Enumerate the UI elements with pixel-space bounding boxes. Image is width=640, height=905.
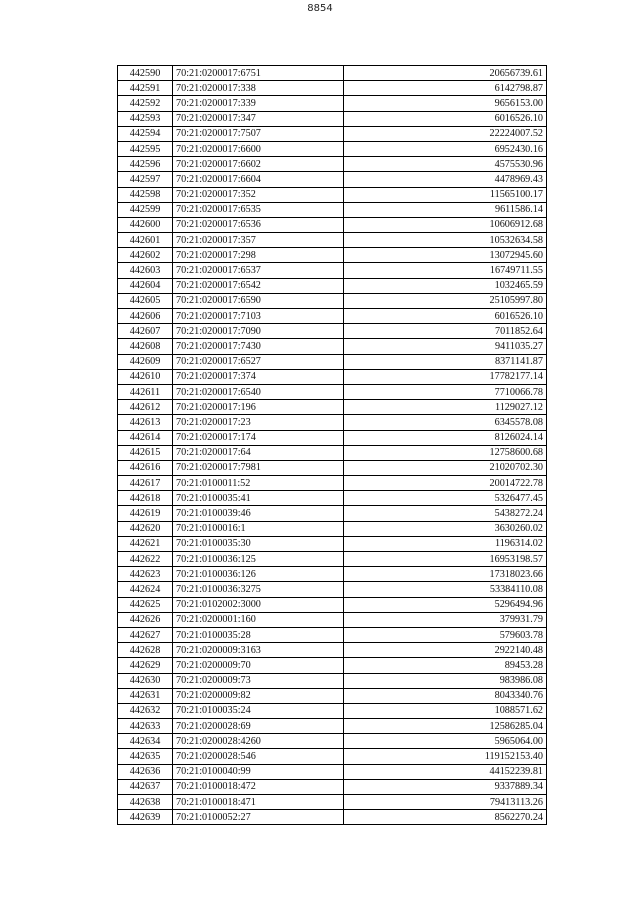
row-id-cell: 442615 (118, 445, 173, 460)
cadastral-number-cell: 70:21:0100035:28 (173, 627, 344, 642)
value-cell: 6345578.08 (344, 415, 547, 430)
table-row (118, 400, 547, 415)
value-cell: 4478969.43 (344, 172, 547, 187)
value-cell: 10606912.68 (344, 217, 547, 232)
table-row (118, 66, 547, 81)
cadastral-number-cell: 70:21:0100018:471 (173, 795, 344, 810)
table-row (118, 157, 547, 172)
table-row (118, 491, 547, 506)
table-row (118, 658, 547, 673)
cadastral-number-cell: 70:21:0200017:23 (173, 415, 344, 430)
value-cell: 9611586.14 (344, 202, 547, 217)
value-cell: 8043340.76 (344, 688, 547, 703)
value-cell: 1088571.62 (344, 703, 547, 718)
cadastral-number-cell: 70:21:0200017:196 (173, 400, 344, 415)
value-cell: 5326477.45 (344, 491, 547, 506)
row-id-cell: 442611 (118, 384, 173, 399)
value-cell: 16749711.55 (344, 263, 547, 278)
row-id-cell: 442601 (118, 233, 173, 248)
cadastral-number-cell: 70:21:0200017:174 (173, 430, 344, 445)
row-id-cell: 442624 (118, 582, 173, 597)
row-id-cell: 442593 (118, 111, 173, 126)
row-id-cell: 442594 (118, 126, 173, 141)
row-id-cell: 442625 (118, 597, 173, 612)
cadastral-number-cell: 70:21:0100011:52 (173, 476, 344, 491)
value-cell: 8371141.87 (344, 354, 547, 369)
row-id-cell: 442621 (118, 536, 173, 551)
table-row (118, 734, 547, 749)
table-row (118, 187, 547, 202)
row-id-cell: 442599 (118, 202, 173, 217)
value-cell: 20014722.78 (344, 476, 547, 491)
value-cell: 7011852.64 (344, 324, 547, 339)
cadastral-number-cell: 70:21:0200009:70 (173, 658, 344, 673)
value-cell: 11565100.17 (344, 187, 547, 202)
row-id-cell: 442595 (118, 141, 173, 156)
row-id-cell: 442606 (118, 309, 173, 324)
row-id-cell: 442622 (118, 552, 173, 567)
table-row (118, 202, 547, 217)
row-id-cell: 442620 (118, 521, 173, 536)
table-row (118, 354, 547, 369)
cadastral-number-cell: 70:21:0200017:6542 (173, 278, 344, 293)
value-cell: 79413113.26 (344, 795, 547, 810)
row-id-cell: 442596 (118, 157, 173, 172)
value-cell: 6016526.10 (344, 309, 547, 324)
cadastral-number-cell: 70:21:0200017:6540 (173, 384, 344, 399)
cadastral-number-cell: 70:21:0200017:64 (173, 445, 344, 460)
row-id-cell: 442632 (118, 703, 173, 718)
row-id-cell: 442635 (118, 749, 173, 764)
cadastral-number-cell: 70:21:0200028:69 (173, 719, 344, 734)
value-cell: 6952430.16 (344, 141, 547, 156)
table-row (118, 430, 547, 445)
row-id-cell: 442628 (118, 643, 173, 658)
row-id-cell: 442634 (118, 734, 173, 749)
row-id-cell: 442609 (118, 354, 173, 369)
cadastral-number-cell: 70:21:0200001:160 (173, 612, 344, 627)
cadastral-number-cell: 70:21:0200017:7507 (173, 126, 344, 141)
value-cell: 53384110.08 (344, 582, 547, 597)
row-id-cell: 442603 (118, 263, 173, 278)
cadastral-number-cell: 70:21:0100052:27 (173, 810, 344, 825)
cadastral-number-cell: 70:21:0200028:4260 (173, 734, 344, 749)
cadastral-number-cell: 70:21:0100036:3275 (173, 582, 344, 597)
value-cell: 8562270.24 (344, 810, 547, 825)
cadastral-number-cell: 70:21:0200017:298 (173, 248, 344, 263)
cadastral-number-cell: 70:21:0100035:30 (173, 536, 344, 551)
table-row (118, 309, 547, 324)
row-id-cell: 442631 (118, 688, 173, 703)
cadastral-number-cell: 70:21:0100035:41 (173, 491, 344, 506)
row-id-cell: 442602 (118, 248, 173, 263)
row-id-cell: 442619 (118, 506, 173, 521)
value-cell: 8126024.14 (344, 430, 547, 445)
cadastral-number-cell: 70:21:0100035:24 (173, 703, 344, 718)
table-row (118, 111, 547, 126)
row-id-cell: 442592 (118, 96, 173, 111)
row-id-cell: 442638 (118, 795, 173, 810)
value-cell: 9656153.00 (344, 96, 547, 111)
row-id-cell: 442616 (118, 460, 173, 475)
cadastral-number-cell: 70:21:0200017:6600 (173, 141, 344, 156)
row-id-cell: 442607 (118, 324, 173, 339)
cadastral-number-cell: 70:21:0200017:7981 (173, 460, 344, 475)
value-cell: 5438272.24 (344, 506, 547, 521)
value-cell: 6016526.10 (344, 111, 547, 126)
cadastral-number-cell: 70:21:0200028:546 (173, 749, 344, 764)
value-cell: 10532634.58 (344, 233, 547, 248)
table-row (118, 567, 547, 582)
table-row (118, 779, 547, 794)
row-id-cell: 442614 (118, 430, 173, 445)
value-cell: 3630260.02 (344, 521, 547, 536)
value-cell: 16953198.57 (344, 552, 547, 567)
row-id-cell: 442590 (118, 66, 173, 81)
row-id-cell: 442617 (118, 476, 173, 491)
cadastral-number-cell: 70:21:0200017:374 (173, 369, 344, 384)
value-cell: 20656739.61 (344, 66, 547, 81)
cadastral-number-cell: 70:21:0200017:6604 (173, 172, 344, 187)
cadastral-number-cell: 70:21:0200017:6751 (173, 66, 344, 81)
table-row (118, 506, 547, 521)
table-row (118, 612, 547, 627)
value-cell: 22224007.52 (344, 126, 547, 141)
table-row (118, 476, 547, 491)
cadastral-number-cell: 70:21:0200009:73 (173, 673, 344, 688)
row-id-cell: 442623 (118, 567, 173, 582)
table-row (118, 369, 547, 384)
cadastral-number-cell: 70:21:0200017:352 (173, 187, 344, 202)
value-cell: 5965064.00 (344, 734, 547, 749)
row-id-cell: 442637 (118, 779, 173, 794)
row-id-cell: 442630 (118, 673, 173, 688)
cadastral-number-cell: 70:21:0100036:126 (173, 567, 344, 582)
value-cell: 379931.79 (344, 612, 547, 627)
row-id-cell: 442597 (118, 172, 173, 187)
row-id-cell: 442591 (118, 81, 173, 96)
cadastral-number-cell: 70:21:0100036:125 (173, 552, 344, 567)
table-row (118, 764, 547, 779)
cadastral-number-cell: 70:21:0200009:82 (173, 688, 344, 703)
cadastral-number-cell: 70:21:0200017:6602 (173, 157, 344, 172)
value-cell: 119152153.40 (344, 749, 547, 764)
value-cell: 579603.78 (344, 627, 547, 642)
table-row (118, 278, 547, 293)
row-id-cell: 442604 (118, 278, 173, 293)
table-row (118, 627, 547, 642)
cadastral-number-cell: 70:21:0200017:7103 (173, 309, 344, 324)
table-row (118, 384, 547, 399)
table-row (118, 688, 547, 703)
cadastral-number-cell: 70:21:0100039:46 (173, 506, 344, 521)
value-cell: 21020702.30 (344, 460, 547, 475)
row-id-cell: 442600 (118, 217, 173, 232)
page-number: 8854 (307, 3, 333, 14)
table-row (118, 81, 547, 96)
cadastral-number-cell: 70:21:0100016:1 (173, 521, 344, 536)
table-row (118, 460, 547, 475)
table-row (118, 141, 547, 156)
value-cell: 25105997.80 (344, 293, 547, 308)
row-id-cell: 442639 (118, 810, 173, 825)
cadastral-number-cell: 70:21:0200017:6527 (173, 354, 344, 369)
table-row (118, 703, 547, 718)
table-row (118, 96, 547, 111)
value-cell: 17782177.14 (344, 369, 547, 384)
value-cell: 4575530.96 (344, 157, 547, 172)
table-row (118, 643, 547, 658)
value-cell: 13072945.60 (344, 248, 547, 263)
cadastral-number-cell: 70:21:0200017:357 (173, 233, 344, 248)
row-id-cell: 442626 (118, 612, 173, 627)
value-cell: 1032465.59 (344, 278, 547, 293)
table-row (118, 536, 547, 551)
row-id-cell: 442636 (118, 764, 173, 779)
row-id-cell: 442613 (118, 415, 173, 430)
row-id-cell: 442618 (118, 491, 173, 506)
value-cell: 89453.28 (344, 658, 547, 673)
value-cell: 17318023.66 (344, 567, 547, 582)
table-row (118, 673, 547, 688)
cadastral-number-cell: 70:21:0200017:7090 (173, 324, 344, 339)
table-row (118, 172, 547, 187)
value-cell: 12758600.68 (344, 445, 547, 460)
value-cell: 2922140.48 (344, 643, 547, 658)
row-id-cell: 442605 (118, 293, 173, 308)
cadastral-number-cell: 70:21:0200017:347 (173, 111, 344, 126)
value-cell: 12586285.04 (344, 719, 547, 734)
table-row (118, 126, 547, 141)
cadastral-number-cell: 70:21:0200017:7430 (173, 339, 344, 354)
value-cell: 1196314.02 (344, 536, 547, 551)
cadastral-number-cell: 70:21:0200017:6537 (173, 263, 344, 278)
value-cell: 983986.08 (344, 673, 547, 688)
table-row (118, 445, 547, 460)
cadastral-number-cell: 70:21:0100040:99 (173, 764, 344, 779)
table-row (118, 552, 547, 567)
table-row (118, 521, 547, 536)
table-row (118, 749, 547, 764)
table-row (118, 263, 547, 278)
value-cell: 5296494.96 (344, 597, 547, 612)
value-cell: 9337889.34 (344, 779, 547, 794)
value-cell: 6142798.87 (344, 81, 547, 96)
row-id-cell: 442629 (118, 658, 173, 673)
table-row (118, 293, 547, 308)
cadastral-number-cell: 70:21:0102002:3000 (173, 597, 344, 612)
cadastral-number-cell: 70:21:0200017:6535 (173, 202, 344, 217)
row-id-cell: 442633 (118, 719, 173, 734)
cadastral-number-cell: 70:21:0200017:6590 (173, 293, 344, 308)
value-cell: 7710066.78 (344, 384, 547, 399)
table-row (118, 217, 547, 232)
table-row (118, 248, 547, 263)
row-id-cell: 442612 (118, 400, 173, 415)
value-cell: 9411035.27 (344, 339, 547, 354)
value-cell: 1129027.12 (344, 400, 547, 415)
row-id-cell: 442610 (118, 369, 173, 384)
cadastral-number-cell: 70:21:0200017:339 (173, 96, 344, 111)
row-id-cell: 442608 (118, 339, 173, 354)
cadastral-number-cell: 70:21:0200017:338 (173, 81, 344, 96)
table-row (118, 597, 547, 612)
table-row (118, 810, 547, 825)
table-row (118, 324, 547, 339)
table-row (118, 719, 547, 734)
table-body (118, 66, 547, 825)
cadastral-number-cell: 70:21:0200009:3163 (173, 643, 344, 658)
cadastral-number-cell: 70:21:0200017:6536 (173, 217, 344, 232)
cadastral-number-cell: 70:21:0100018:472 (173, 779, 344, 794)
value-cell: 44152239.81 (344, 764, 547, 779)
table-row (118, 795, 547, 810)
table-row (118, 233, 547, 248)
data-table (117, 65, 547, 825)
row-id-cell: 442598 (118, 187, 173, 202)
table-row (118, 415, 547, 430)
row-id-cell: 442627 (118, 627, 173, 642)
table-row (118, 339, 547, 354)
table-row (118, 582, 547, 597)
